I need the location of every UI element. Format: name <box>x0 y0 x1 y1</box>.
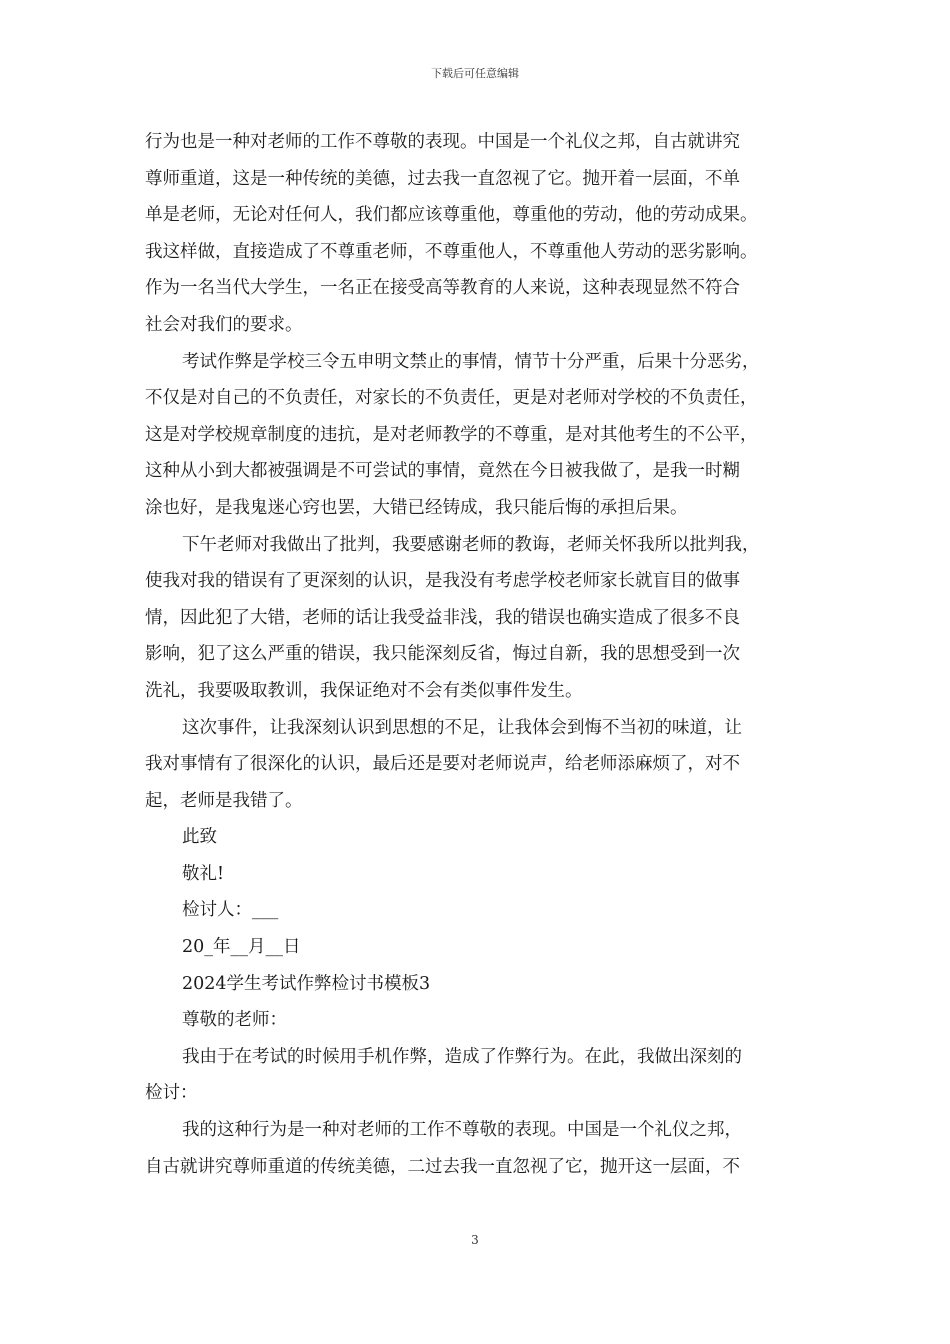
text-line: 行为也是一种对老师的工作不尊敬的表现。中国是一个礼仪之邦，自古就讲究 <box>145 132 740 152</box>
text-line: 起，老师是我错了。 <box>145 790 303 811</box>
page-number: 3 <box>471 1233 479 1247</box>
text-line: 我这样做，直接造成了不尊重老师，不尊重他人，不尊重他人劳动的恶劣影响。 <box>145 241 758 262</box>
text-line: 作为一名当代大学生，一名正在接受高等教育的人来说，这种表现显然不符合 <box>145 278 740 299</box>
text-line: 20_年__月__日 <box>182 937 301 958</box>
text-line: 敬礼! <box>182 863 225 884</box>
text-line: 考试作弊是学校三令五申明文禁止的事情，情节十分严重，后果十分恶劣， <box>182 351 760 372</box>
document-body <box>145 124 815 1185</box>
text-line: 自古就讲究尊师重道的传统美德，二过去我一直忽视了它，抛开这一层面，不 <box>145 1156 740 1177</box>
text-line: 社会对我们的要求。 <box>145 314 303 335</box>
text-line: 洗礼，我要吸取教训，我保证绝对不会有类似事件发生。 <box>145 680 583 701</box>
text-line: 这是对学校规章制度的违抗，是对老师教学的不尊重，是对其他考生的不公平， <box>145 424 758 445</box>
text-line: 使我对我的错误有了更深刻的认识，是我没有考虑学校老师家长就盲目的做事 <box>145 571 740 592</box>
text-line: 我对事情有了很深化的认识，最后还是要对老师说声，给老师添麻烦了，对不 <box>145 754 740 775</box>
text-line: 情，因此犯了大错，老师的话让我受益非浅，我的错误也确实造成了很多不良 <box>145 607 740 628</box>
text-line: 下午老师对我做出了批判，我要感谢老师的教诲，老师关怀我所以批判我， <box>182 534 760 555</box>
text-line: 2024学生考试作弊检讨书模板3 <box>182 973 431 994</box>
text-line: 检讨： <box>145 1083 198 1104</box>
text-line: 影响，犯了这么严重的错误，我只能深刻反省，悔过自新，我的思想受到一次 <box>145 644 740 665</box>
page-header: 下载后可任意编辑 <box>431 67 519 80</box>
text-line: 不仅是对自己的不负责任，对家长的不负责任，更是对老师对学校的不负责任， <box>145 388 758 409</box>
text-line: 我的这种行为是一种对老师的工作不尊敬的表现。中国是一个礼仪之邦， <box>182 1120 742 1141</box>
text-line: 单是老师，无论对任何人，我们都应该尊重他，尊重他的劳动，他的劳动成果。 <box>145 205 758 226</box>
text-line: 检讨人：___ <box>182 900 279 921</box>
text-line: 这次事件，让我深刻认识到思想的不足，让我体会到悔不当初的味道，让 <box>182 717 742 738</box>
text-line: 这种从小到大都被强调是不可尝试的事情，竟然在今日被我做了，是我一时糊 <box>145 461 740 482</box>
text-line: 尊师重道，这是一种传统的美德，过去我一直忽视了它。抛开着一层面，不单 <box>145 168 740 189</box>
text-line: 我由于在考试的时候用手机作弊，造成了作弊行为。在此，我做出深刻的 <box>182 1046 742 1067</box>
text-line: 涂也好，是我鬼迷心窍也罢，大错已经铸成，我只能后悔的承担后果。 <box>145 497 688 518</box>
text-line: 尊敬的老师： <box>182 1010 287 1031</box>
text-line: 此致 <box>182 827 217 848</box>
